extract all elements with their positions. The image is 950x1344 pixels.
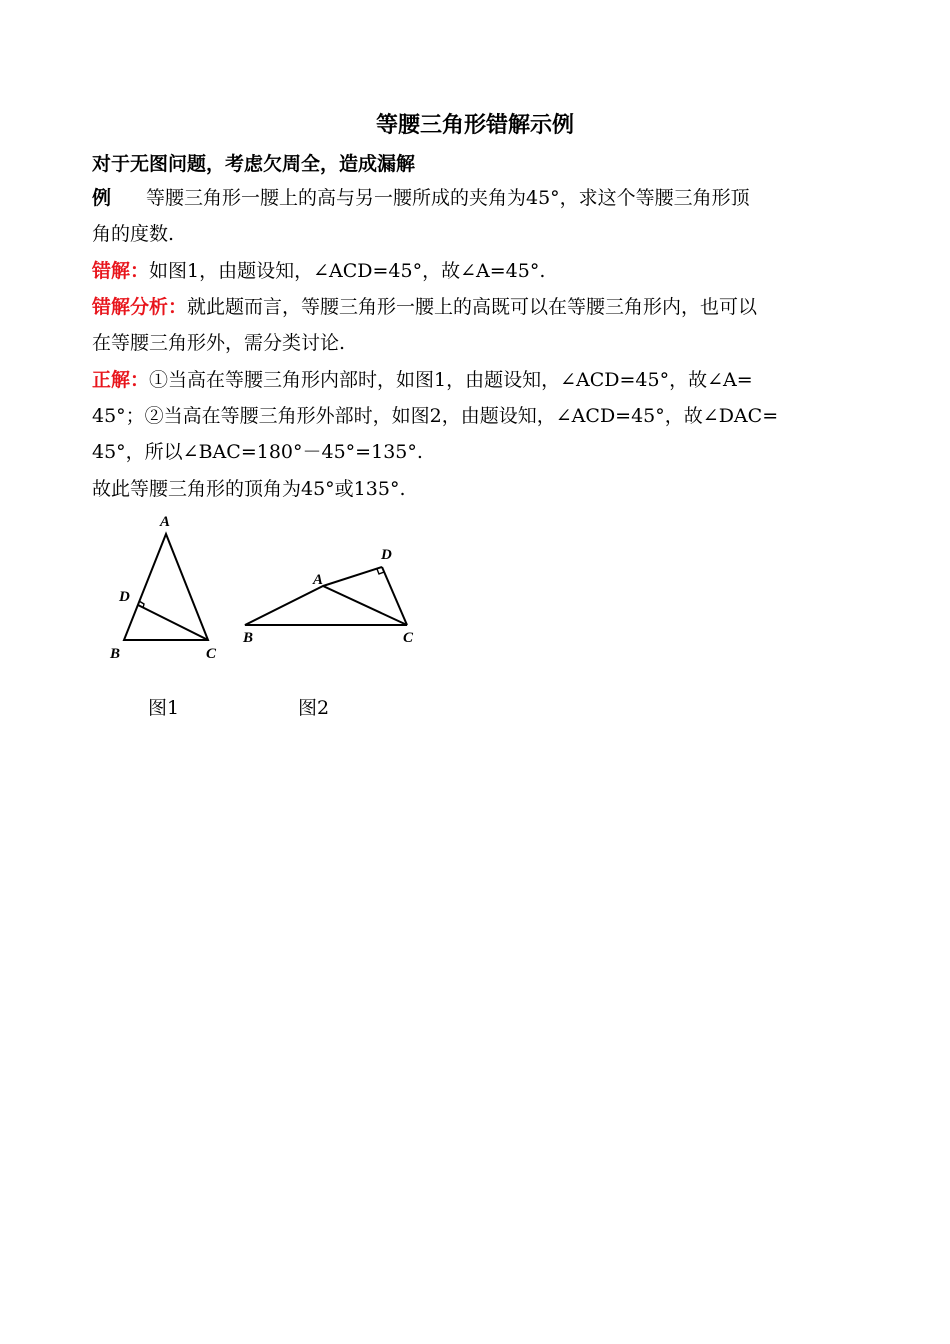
example-label: 例 (92, 187, 112, 209)
correct-label: 正解： (92, 369, 150, 391)
figure-1-caption: 图1 (148, 697, 180, 719)
label-d: D (119, 589, 130, 605)
example-text-1: 等腰三角形一腰上的高与另一腰所成的夹角为45°，求这个等腰三角形顶 (146, 187, 750, 209)
figure-1-diagram (100, 505, 230, 670)
analysis-label: 错解分析： (92, 296, 188, 318)
label-b: B (110, 646, 121, 662)
label-d: D (381, 547, 392, 563)
label-a: A (313, 572, 324, 588)
conclusion: 故此等腰三角形的顶角为45°或135°. (92, 478, 406, 500)
label-a: A (160, 514, 171, 530)
wrong-solution (92, 253, 872, 289)
altitude-cd (382, 567, 407, 625)
figure-2-caption: 图2 (298, 697, 330, 719)
extension-ad (323, 567, 382, 586)
triangle-abc (124, 534, 208, 640)
correct-line-1 (92, 362, 872, 398)
correct-line-2: 45°；②当高在等腰三角形外部时，如图2，由题设知，∠ACD=45°，故∠DAC= (92, 405, 779, 427)
figure-2-diagram (235, 535, 430, 655)
analysis-line-2: 在等腰三角形外，需分类讨论. (92, 332, 346, 354)
label-b: B (243, 630, 254, 646)
analysis-text-1: 就此题而言，等腰三角形一腰上的高既可以在等腰三角形内，也可以 (187, 296, 758, 318)
page-title: 等腰三角形错解示例 (375, 113, 574, 138)
example-line-2: 角的度数. (92, 223, 175, 245)
altitude-cd (138, 605, 208, 640)
example-line-1 (92, 180, 872, 216)
subheading: 对于无图问题，考虑欠周全，造成漏解 (92, 153, 416, 175)
wrong-label: 错解： (92, 260, 150, 282)
analysis-line-1 (92, 289, 872, 325)
correct-line-3: 45°，所以∠BAC=180°－45°=135°. (92, 441, 423, 463)
wrong-text: 如图1，由题设知，∠ACD=45°，故∠A=45°. (149, 260, 546, 282)
figure-2 (235, 535, 430, 659)
triangle-abc (245, 586, 407, 625)
correct-text-1: ①当高在等腰三角形内部时，如图1，由题设知，∠ACD=45°，故∠A= (149, 369, 753, 391)
label-c: C (206, 646, 217, 662)
figure-1 (100, 505, 230, 674)
label-c: C (403, 630, 414, 646)
